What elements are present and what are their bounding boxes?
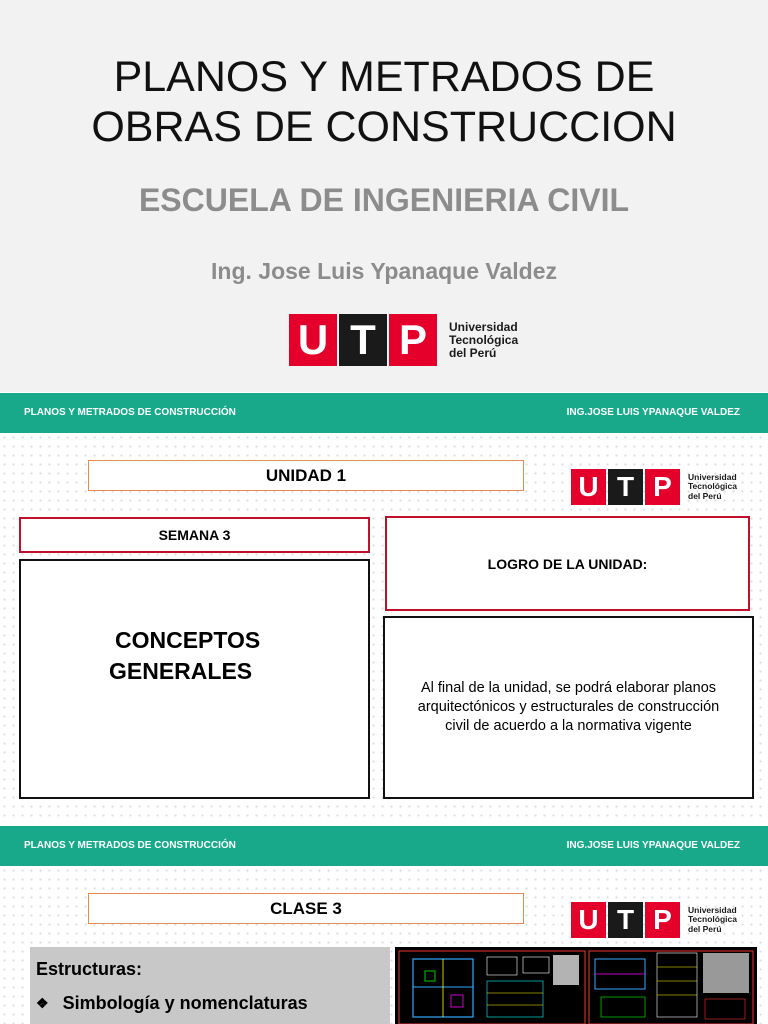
logo-letter-p: P <box>645 469 680 505</box>
logo-text: Universidad Tecnológica del Perú <box>688 904 737 934</box>
cover-title-line2: OBRAS DE CONSTRUCCION <box>91 103 677 151</box>
topic-line1: CONCEPTOS <box>115 627 261 653</box>
logo-text: Universidad Tecnológica del Perú <box>688 471 737 501</box>
logo-letter-t: T <box>608 469 643 505</box>
topic-line2: GENERALES <box>109 658 253 684</box>
cover-author: Ing. Jose Luis Ypanaque Valdez <box>211 258 557 284</box>
logo-letter-u: U <box>571 469 606 505</box>
logo-letter-p: P <box>389 314 437 366</box>
logo-letter-u: U <box>571 902 606 938</box>
blueprint-drawing-image <box>395 947 757 1024</box>
goal-title: LOGRO DE LA UNIDAD: <box>487 555 648 572</box>
band-course-title: PLANOS Y METRADOS DE CONSTRUCCIÓN <box>24 840 236 851</box>
logo-letter-p: P <box>645 902 680 938</box>
topic-box <box>19 559 370 799</box>
cover-title <box>0 52 768 152</box>
goal-text: Al final de la unidad, se podrá elaborar planos arquitectónicos y estructurales de construcción civil de acuerdo a la normativa vigente <box>417 680 720 734</box>
band-instructor: ING.JOSE LUIS YPANAQUE VALDEZ <box>566 407 740 418</box>
week-box <box>19 517 370 553</box>
utp-logo-small <box>571 902 737 938</box>
week-label: SEMANA 3 <box>158 527 231 543</box>
logo-letter-u: U <box>289 314 337 366</box>
structures-panel <box>30 947 390 1024</box>
logo-letter-t: T <box>608 902 643 938</box>
band-course-title: PLANOS Y METRADOS DE CONSTRUCCIÓN <box>24 407 236 418</box>
slide-header-band <box>0 393 768 433</box>
class-box <box>88 893 524 924</box>
unit-label: UNIDAD 1 <box>265 465 347 485</box>
slide-header-band <box>0 826 768 866</box>
utp-logo <box>289 314 518 366</box>
cover-title-line1: PLANOS Y METRADOS DE <box>113 53 655 101</box>
panel-title: Estructuras: <box>36 959 143 979</box>
diamond-bullet-icon: ❖ <box>36 995 49 1011</box>
goal-text-box <box>383 616 754 799</box>
goal-title-box <box>385 516 750 611</box>
cover-subtitle: ESCUELA DE INGENIERIA CIVIL <box>138 182 630 218</box>
bullet-item <box>36 993 308 1014</box>
logo-text: Universidad Tecnológica del Perú <box>449 319 519 360</box>
class-label: CLASE 3 <box>270 898 342 918</box>
logo-letter-t: T <box>339 314 387 366</box>
utp-logo-small <box>571 469 737 505</box>
bullet-text: Simbología y nomenclaturas <box>62 993 308 1013</box>
unit-box <box>88 460 524 491</box>
band-instructor: ING.JOSE LUIS YPANAQUE VALDEZ <box>566 840 740 851</box>
